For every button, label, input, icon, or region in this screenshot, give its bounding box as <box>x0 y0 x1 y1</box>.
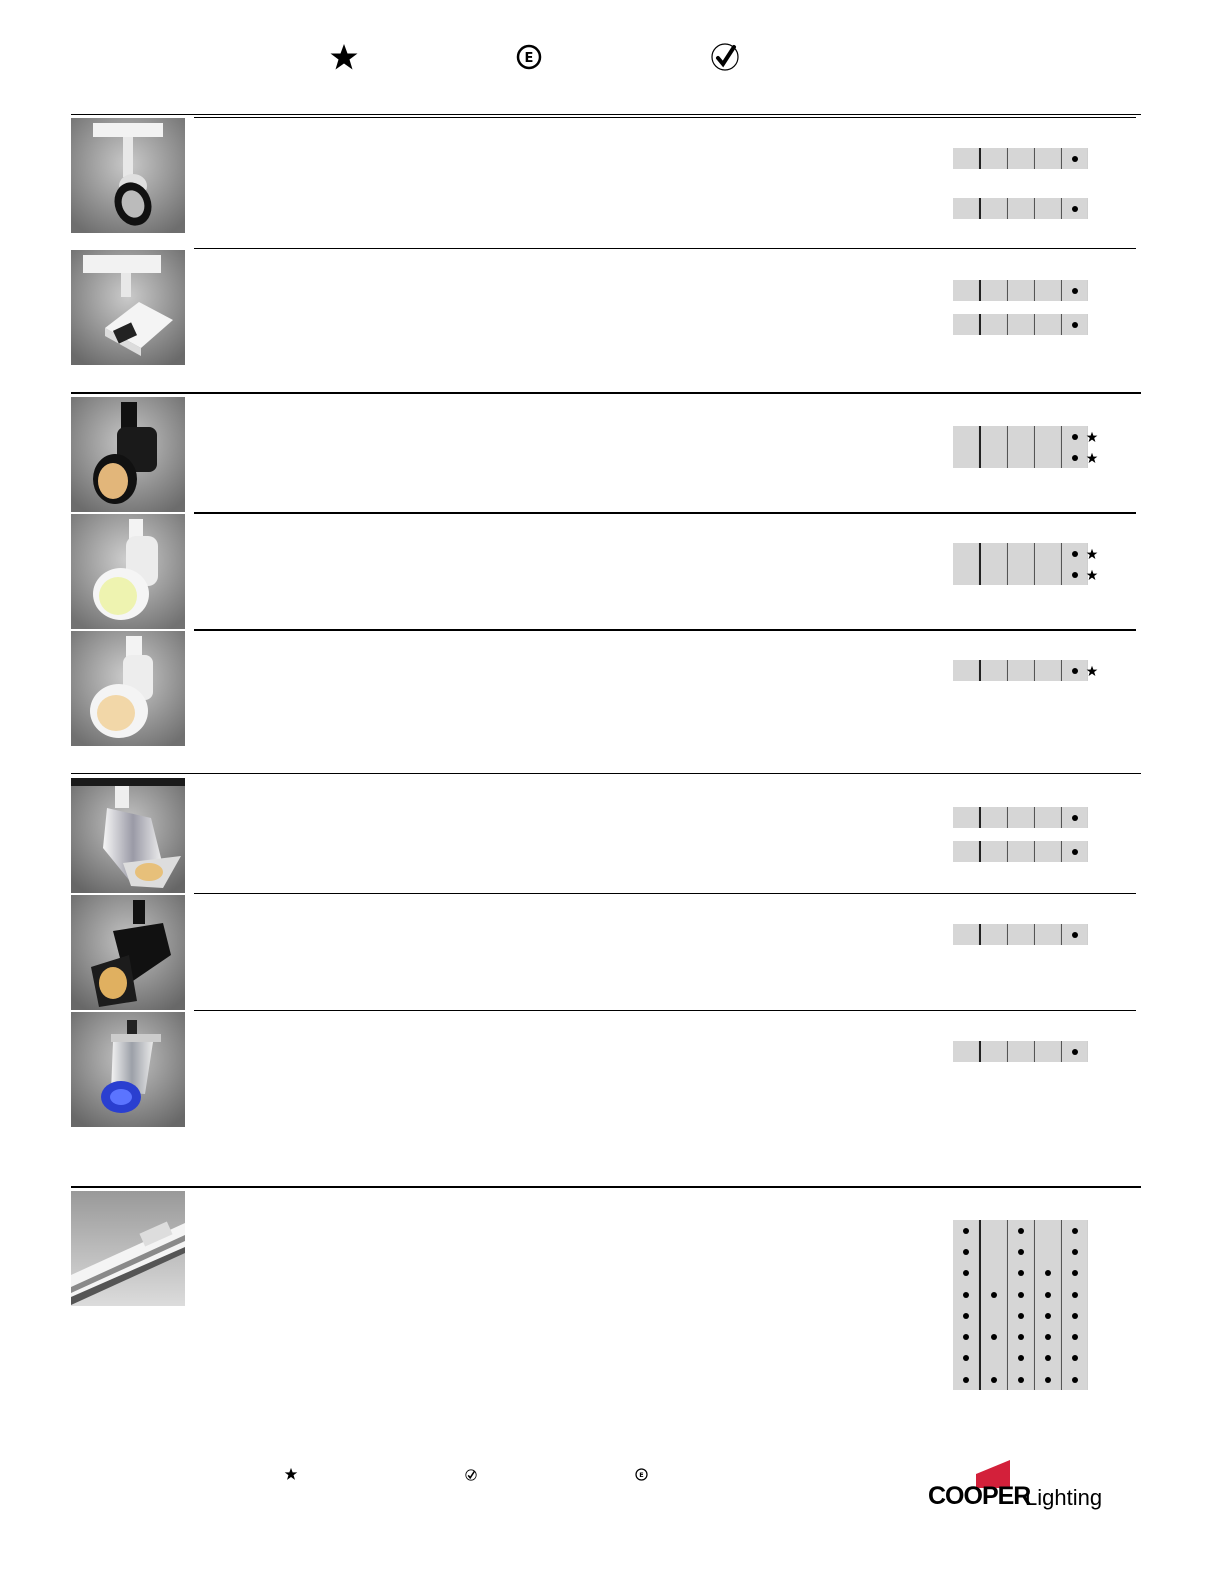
grid-column <box>1007 314 1034 335</box>
availability-dot <box>1045 1334 1051 1340</box>
footer-circled-check-icon <box>465 1468 477 1480</box>
product-rule <box>194 629 1136 631</box>
grid-column <box>1061 426 1088 468</box>
availability-grid <box>953 426 1088 468</box>
grid-column <box>953 280 979 301</box>
product-photo-chrome-par-can <box>71 778 185 893</box>
grid-column <box>1061 660 1088 681</box>
availability-grid <box>953 314 1088 335</box>
availability-dot <box>1072 1313 1078 1319</box>
grid-column <box>1061 1041 1088 1062</box>
grid-column <box>979 426 1007 468</box>
availability-dot <box>991 1377 997 1383</box>
availability-grid <box>953 1220 1088 1390</box>
grid-column <box>1034 280 1061 301</box>
availability-dot <box>1072 815 1078 821</box>
availability-dot <box>991 1334 997 1340</box>
grid-column <box>1061 841 1088 862</box>
grid-column <box>979 807 1007 828</box>
availability-dot <box>1045 1270 1051 1276</box>
availability-dot <box>1072 1377 1078 1383</box>
grid-column <box>1061 314 1088 335</box>
grid-column <box>1007 543 1034 585</box>
availability-grid <box>953 924 1088 945</box>
availability-dot <box>963 1334 969 1340</box>
grid-column <box>1034 841 1061 862</box>
logo-word-lighting: Lighting <box>1025 1485 1103 1510</box>
grid-column <box>953 660 979 681</box>
grid-column <box>953 426 979 468</box>
availability-dot <box>963 1270 969 1276</box>
grid-column <box>1061 280 1088 301</box>
grid-column <box>979 924 1007 945</box>
product-photo-blue-par-can <box>71 1012 185 1127</box>
product-photo-round-spot-white <box>71 118 185 233</box>
grid-column <box>1061 924 1088 945</box>
grid-column <box>979 148 1007 169</box>
product-rule <box>194 893 1136 894</box>
availability-dot <box>1072 551 1078 557</box>
availability-star-icon <box>1086 431 1098 445</box>
grid-column <box>953 148 979 169</box>
section-rule <box>71 1186 1141 1188</box>
product-rule <box>194 1010 1136 1011</box>
availability-grid <box>953 148 1088 169</box>
product-photo-white-step-cylinder <box>71 514 185 629</box>
availability-dot <box>1018 1228 1024 1234</box>
product-photo-black-step-cylinder <box>71 397 185 512</box>
availability-dot <box>1045 1292 1051 1298</box>
availability-dot <box>963 1355 969 1361</box>
product-photo-white-round-cylinder <box>71 631 185 746</box>
grid-column <box>953 314 979 335</box>
availability-grid <box>953 280 1088 301</box>
grid-column <box>1034 543 1061 585</box>
grid-column <box>1007 198 1034 219</box>
product-photo-cube-spot-white <box>71 250 185 365</box>
grid-column <box>953 807 979 828</box>
header-star-icon <box>329 42 359 72</box>
availability-star-icon <box>1086 452 1098 466</box>
availability-dot <box>1072 932 1078 938</box>
availability-dot <box>1072 1334 1078 1340</box>
availability-star-icon <box>1086 548 1098 562</box>
availability-dot <box>1018 1292 1024 1298</box>
section-rule <box>71 773 1141 774</box>
availability-dot <box>1045 1313 1051 1319</box>
cooper-lighting-logo <box>928 1460 1118 1516</box>
availability-dot <box>1018 1313 1024 1319</box>
availability-dot <box>1072 156 1078 162</box>
availability-dot <box>963 1292 969 1298</box>
product-photo-black-par-can <box>71 895 185 1010</box>
availability-grid <box>953 841 1088 862</box>
grid-column <box>1034 807 1061 828</box>
availability-dot <box>1018 1334 1024 1340</box>
grid-column <box>1007 841 1034 862</box>
grid-column <box>1007 807 1034 828</box>
svg-text:E: E <box>524 51 534 66</box>
grid-column <box>979 280 1007 301</box>
grid-column <box>979 841 1007 862</box>
availability-dot <box>1072 288 1078 294</box>
logo-word-cooper: COOPER <box>928 1482 1031 1510</box>
availability-dot <box>1072 668 1078 674</box>
availability-dot <box>963 1228 969 1234</box>
availability-dot <box>1018 1355 1024 1361</box>
grid-column <box>1034 148 1061 169</box>
grid-column <box>979 198 1007 219</box>
availability-grid <box>953 543 1088 585</box>
grid-column <box>1061 148 1088 169</box>
section-rule <box>71 392 1141 394</box>
availability-dot <box>1018 1249 1024 1255</box>
grid-column <box>1061 807 1088 828</box>
availability-grid <box>953 807 1088 828</box>
availability-dot <box>1018 1377 1024 1383</box>
availability-grid <box>953 198 1088 219</box>
availability-grid <box>953 660 1088 681</box>
availability-dot <box>1072 206 1078 212</box>
product-rule <box>194 512 1136 514</box>
grid-column <box>953 543 979 585</box>
grid-column <box>1007 426 1034 468</box>
product-rule <box>194 117 1136 118</box>
grid-column <box>979 314 1007 335</box>
availability-dot <box>1072 322 1078 328</box>
availability-dot <box>991 1292 997 1298</box>
availability-star-icon <box>1086 665 1098 679</box>
grid-column <box>1007 660 1034 681</box>
grid-column <box>1034 660 1061 681</box>
grid-column <box>979 543 1007 585</box>
availability-dot <box>1072 1249 1078 1255</box>
availability-grid <box>953 1041 1088 1062</box>
header-circled-check-icon <box>710 42 740 72</box>
availability-dot <box>963 1313 969 1319</box>
grid-column <box>1034 1220 1061 1390</box>
grid-column <box>1007 1220 1034 1390</box>
grid-column <box>953 198 979 219</box>
grid-column <box>953 1041 979 1062</box>
availability-dot <box>1045 1355 1051 1361</box>
availability-dot <box>1072 1228 1078 1234</box>
footer-circled-e-icon <box>635 1468 648 1481</box>
availability-dot <box>1072 1292 1078 1298</box>
grid-column <box>1061 1220 1088 1390</box>
grid-column <box>1034 426 1061 468</box>
grid-column <box>1061 198 1088 219</box>
footer-star-icon <box>284 1467 298 1481</box>
grid-column <box>1061 543 1088 585</box>
availability-dot <box>1072 1270 1078 1276</box>
grid-column <box>1034 1041 1061 1062</box>
availability-dot <box>1072 434 1078 440</box>
availability-dot <box>1072 1049 1078 1055</box>
grid-column <box>1007 280 1034 301</box>
availability-dot <box>1072 572 1078 578</box>
availability-dot <box>963 1377 969 1383</box>
grid-column <box>1034 314 1061 335</box>
availability-dot <box>1072 455 1078 461</box>
grid-column <box>953 841 979 862</box>
section-rule <box>71 114 1141 115</box>
product-rule <box>194 248 1136 249</box>
svg-text:E: E <box>639 1471 644 1479</box>
grid-column <box>1034 924 1061 945</box>
product-photo-track-section <box>71 1191 185 1306</box>
grid-column <box>1007 148 1034 169</box>
grid-column <box>1007 1041 1034 1062</box>
availability-dot <box>1072 1355 1078 1361</box>
grid-column <box>979 1041 1007 1062</box>
grid-column <box>1007 924 1034 945</box>
grid-column <box>953 1220 979 1390</box>
grid-column <box>953 924 979 945</box>
grid-column <box>979 1220 1007 1390</box>
availability-dot <box>1045 1377 1051 1383</box>
availability-dot <box>963 1249 969 1255</box>
availability-star-icon <box>1086 569 1098 583</box>
grid-column <box>1034 198 1061 219</box>
availability-dot <box>1018 1270 1024 1276</box>
header-circled-e-icon <box>516 44 542 70</box>
grid-column <box>979 660 1007 681</box>
availability-dot <box>1072 849 1078 855</box>
